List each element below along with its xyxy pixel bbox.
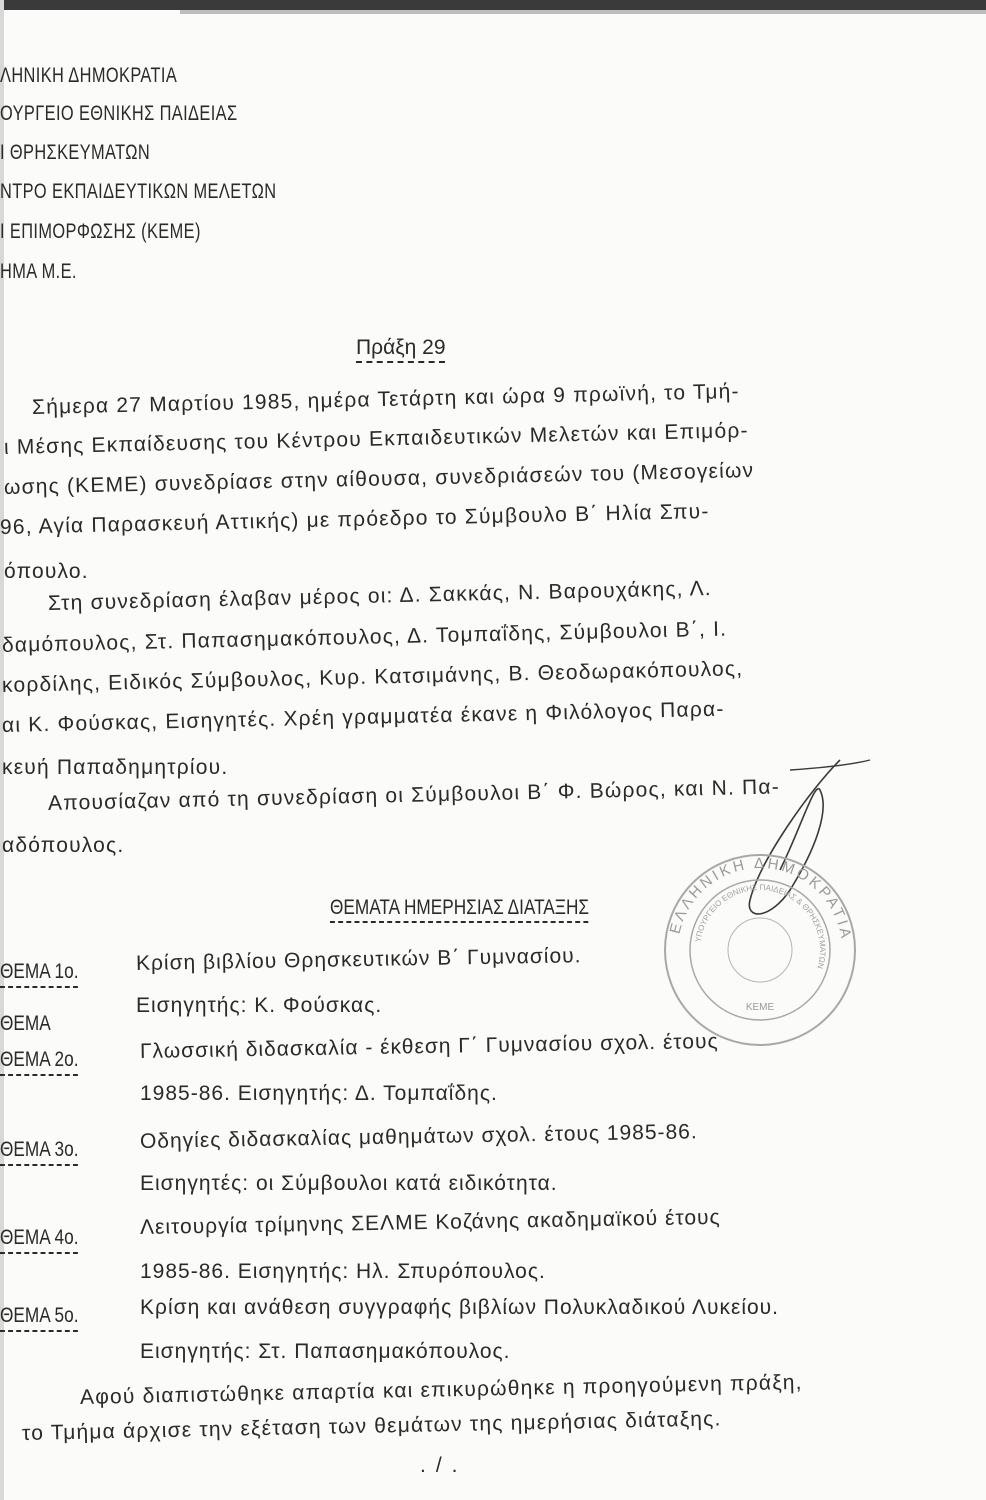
letterhead-line: ΝΤΡΟ ΕΚΠΑΙΔΕΥΤΙΚΩΝ ΜΕΛΕΤΩΝ [0, 180, 277, 203]
topic-line: Λειτουργία τρίμηνης ΣΕΛΜΕ Κοζάνης ακαδημαϊκού έτους [139, 1205, 721, 1239]
paragraph-line: ωσης (ΚΕΜΕ) συνεδρίασε στην αίθουσα, συνεδριάσεών του (Μεσογείων [3, 458, 755, 499]
paragraph-line: 96, Αγία Παρασκευή Αττικής) με πρόεδρο το Σύμβουλο Β΄ Ηλία Σπυ- [0, 499, 710, 539]
topic-line: Οδηγίες διδασκαλίας μαθημάτων σχολ. έτους 1985-86. [139, 1120, 698, 1153]
topic-line: Γλωσσική διδασκαλία - έκθεση Γ΄ Γυμνασίου σχολ. έτους [139, 1029, 719, 1063]
paragraph-line: κορδίλης, Ειδικός Σύμβουλος, Κυρ. Κατσιμάνης, Β. Θεοδωρακόπουλος, [1, 657, 744, 697]
topic-line: 1985-86. Εισηγητής: Δ. Τομπαΐδης. [140, 1082, 498, 1105]
page-continuation-mark: ./. [420, 1454, 468, 1477]
paragraph-line: Στη συνεδρίαση έλαβαν μέρος οι: Δ. Σακκάς, Ν. Βαρουχάκης, Λ. [47, 576, 713, 615]
scan-top-shadow [180, 10, 986, 14]
agenda-heading: ΘΕΜΑΤΑ ΗΜΕΡΗΣΙΑΣ ΔΙΑΤΑΞΗΣ [330, 896, 590, 919]
letterhead-line: Ι ΕΠΙΜΟΡΦΩΣΗΣ (ΚΕΜΕ) [0, 220, 201, 243]
topic-label: ΘΕΜΑ 5ο. [0, 1304, 79, 1327]
paragraph-line: όπουλο. [4, 560, 89, 583]
topic-label: ΘΕΜΑ 4ο. [0, 1226, 79, 1249]
paragraph-line: κευή Παπαδημητρίου. [2, 756, 229, 779]
paragraph-line: Απουσίαζαν από τη συνεδρίαση οι Σύμβουλοι Β΄ Φ. Βώρος, και Ν. Πα- [47, 775, 781, 815]
stamp-bottom-text: ΚΕΜΕ [745, 1002, 775, 1013]
topic-line: Εισηγητής: Κ. Φούσκας. [136, 994, 383, 1017]
topic-line: Εισηγητής: Στ. Παπασημακόπουλος. [140, 1340, 511, 1363]
paragraph-line: Αφού διαπιστώθηκε απαρτία και επικυρώθηκε η προηγούμενη πράξη, [79, 1370, 803, 1409]
topic-label: ΘΕΜΑ 1ο. [0, 960, 79, 983]
stamp-inner-text: ΥΠΟΥΡΓΕΙΟ ΕΘΝΙΚΗΣ ΠΑΙΔΕΙΑΣ & ΘΡΗΣΚΕΥΜΑΤΩΝ [693, 882, 828, 970]
paragraph-line: ι Μέσης Εκπαίδευσης του Κέντρου Εκπαιδευτικών Μελετών και Επιμόρ- [3, 419, 749, 459]
stamp-ring-text: ΕΛΛΗΝΙΚΗ ΔΗΜΟΚΡΑΤΙΑ [666, 854, 855, 943]
svg-text:ΥΠΟΥΡΓΕΙΟ ΕΘΝΙΚΗΣ ΠΑΙΔΕΙΑΣ & Θ [694, 883, 828, 970]
paragraph-line: το Τμήμα άρχισε την εξέταση των θεμάτων της ημερήσιας διάταξης. [21, 1407, 722, 1445]
topic-label: ΘΕΜΑ 3ο. [0, 1138, 79, 1161]
topic-line: Εισηγητές: οι Σύμβουλοι κατά ειδικότητα. [140, 1172, 558, 1195]
act-title: Πράξη 29 [356, 336, 446, 359]
topic-line: 1985-86. Εισηγητής: Ηλ. Σπυρόπουλος. [140, 1260, 546, 1283]
topic-label: ΘΕΜΑ 2ο. [0, 1048, 79, 1071]
scan-top-edge [0, 0, 986, 10]
letterhead-line: Ι ΘΡΗΣΚΕΥΜΑΤΩΝ [0, 141, 151, 164]
paragraph-line: αι Κ. Φούσκας, Εισηγητές. Χρέη γραμματέα έκανε η Φιλόλογος Παρα- [1, 697, 725, 737]
letterhead-line: ΛΗΝΙΚΗ ΔΗΜΟΚΡΑΤΙΑ [0, 64, 178, 87]
topic-line: Κρίση και ανάθεση συγγραφής βιβλίων Πολυκλαδικού Λυκείου. [140, 1296, 780, 1319]
topic-line: Κρίση βιβλίου Θρησκευτικών Β΄ Γυμνασίου. [135, 944, 582, 975]
letterhead-line: ΗΜΑ Μ.Ε. [0, 260, 77, 283]
official-stamp-icon [660, 850, 860, 1050]
paragraph-line: αδόπουλος. [2, 834, 125, 857]
paragraph-line: δαμόπουλος, Στ. Παπασημακόπουλος, Δ. Τομπαΐδης, Σύμβουλοι Β΄, Ι. [1, 617, 728, 657]
paragraph-line: Σήμερα 27 Μαρτίου 1985, ημέρα Τετάρτη και ώρα 9 πρωϊνή, το Τμή- [31, 379, 740, 419]
topic-label: ΘΕΜΑ [0, 1012, 51, 1035]
letterhead-line: ΟΥΡΓΕΙΟ ΕΘΝΙΚΗΣ ΠΑΙΔΕΙΑΣ [0, 102, 238, 125]
